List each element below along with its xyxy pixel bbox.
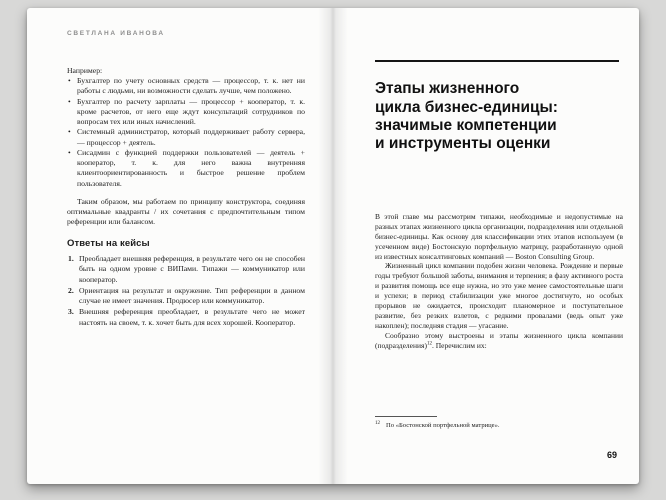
bullet-marker: • (68, 96, 71, 106)
paragraph-text: . Перечислим их: (431, 340, 487, 350)
answer-text: Ориентация на результат и окружение. Тип референции в данном случае не имеет значения. Продюсер или коммуникатор. (79, 285, 305, 306)
answer-text: Внешняя референция преобладает, в результате чего не может настоять на своем, т. к. хочет быть для всех хорошей. Кооператор. (79, 307, 305, 327)
answers-list (67, 254, 305, 328)
right-page-body (375, 212, 623, 350)
chapter-title-line: цикла бизнес-единицы: (375, 98, 558, 116)
list-item (67, 76, 305, 96)
section-heading: Ответы на кейсы (67, 237, 150, 249)
answer-number: 3. (68, 307, 74, 317)
answer-text: Преобладает внешняя референция, в результате чего он не способен быть на одном уровне с ВИПами. Типажи — коммуникатор или кооператор. (79, 254, 305, 284)
list-item (67, 286, 305, 306)
page-number: 69 (606, 450, 617, 460)
list-item (67, 254, 305, 285)
list-item (67, 307, 305, 327)
chapter-title-line: и инструменты оценки (375, 135, 551, 153)
chapter-title-rule (375, 60, 619, 62)
book-spread (27, 8, 639, 484)
list-item (67, 97, 305, 128)
list-item (67, 148, 305, 189)
right-page (333, 8, 639, 484)
paragraph-text: Сообразно этому выстроены и этапы жизненного цикла компании (подразделения) (375, 330, 623, 350)
footnote-rule (375, 416, 437, 417)
list-item (67, 127, 305, 147)
summary-paragraph: Таким образом, мы работаем по принципу конструктора, соединяя оптимальные квадранты / их сочетания с предпочтительным типом референции или балансом. (67, 196, 305, 227)
bullet-marker: • (68, 147, 71, 157)
left-page (27, 8, 333, 484)
bullet-text: Бухгалтер по учету основных средств — процессор, т. к. нет ни работы с людьми, ни возможности сделать лучше, чем положено. (77, 76, 305, 96)
bullet-text: Системный администратор, который поддерживает работу сервера, — процессор + деятель. (77, 127, 305, 147)
body-paragraph (375, 331, 623, 351)
chapter-title (375, 80, 625, 153)
left-page-body (67, 66, 305, 329)
bullet-text: Сисадмин с функцией поддержки пользователей — деятель + кооператор, т. к. для него важна внутренняя клиентоориентированность и быстрое решение проблем пользователя. (77, 147, 305, 188)
body-paragraph: Жизненный цикл компании подобен жизни человека. Рождение и первые годы требуют большой заботы, внимания и терпения; в фазу активного роста и развития помощь все еще нужна, но это уже менее самостоятельные шаги и успехи; в период стабилизации уже многое достигнуто, но особых прорывов не ожидается, происходит планомерное и поступательное развитие, без резких взлетов, с редкими провалами (ведь опыт уже накоплен); последняя стадия — угасание. (375, 261, 623, 330)
answer-number: 2. (68, 285, 74, 295)
footnote-reference: 12 (426, 341, 432, 347)
bullet-text: Бухгалтер по расчету зарплаты — процессор + кооператор, т. к. кроме расчетов, от него еще ждут консультаций сотрудников по вопросам тех или иных начислений. (77, 96, 305, 127)
footnote-text: По «Бостонской портфельной матрице». (386, 422, 500, 430)
example-bullet-list (67, 76, 305, 189)
bullet-marker: • (68, 76, 71, 86)
body-paragraph: В этой главе мы рассмотрим типажи, необходимые и недопустимые на разных этапах жизненного цикла организации, подразделения или отдельной бизнес-единицы. Как основу для классификации этих этапов используем (в усеченном виде) Бостонскую портфельную матрицу, разработанную одной из известных консалтинговых компаний — Boston Consulting Group. (375, 212, 623, 261)
chapter-title-line: Этапы жизненного (375, 80, 520, 98)
footnote (375, 416, 623, 431)
bullet-marker: • (68, 127, 71, 137)
intro-line: Например: (67, 66, 103, 75)
chapter-title-line: значимые компетенции (375, 116, 557, 134)
answer-number: 1. (68, 254, 74, 264)
running-header: СВЕТЛАНА ИВАНОВА (67, 30, 165, 37)
footnote-marker: 12 (375, 421, 380, 426)
